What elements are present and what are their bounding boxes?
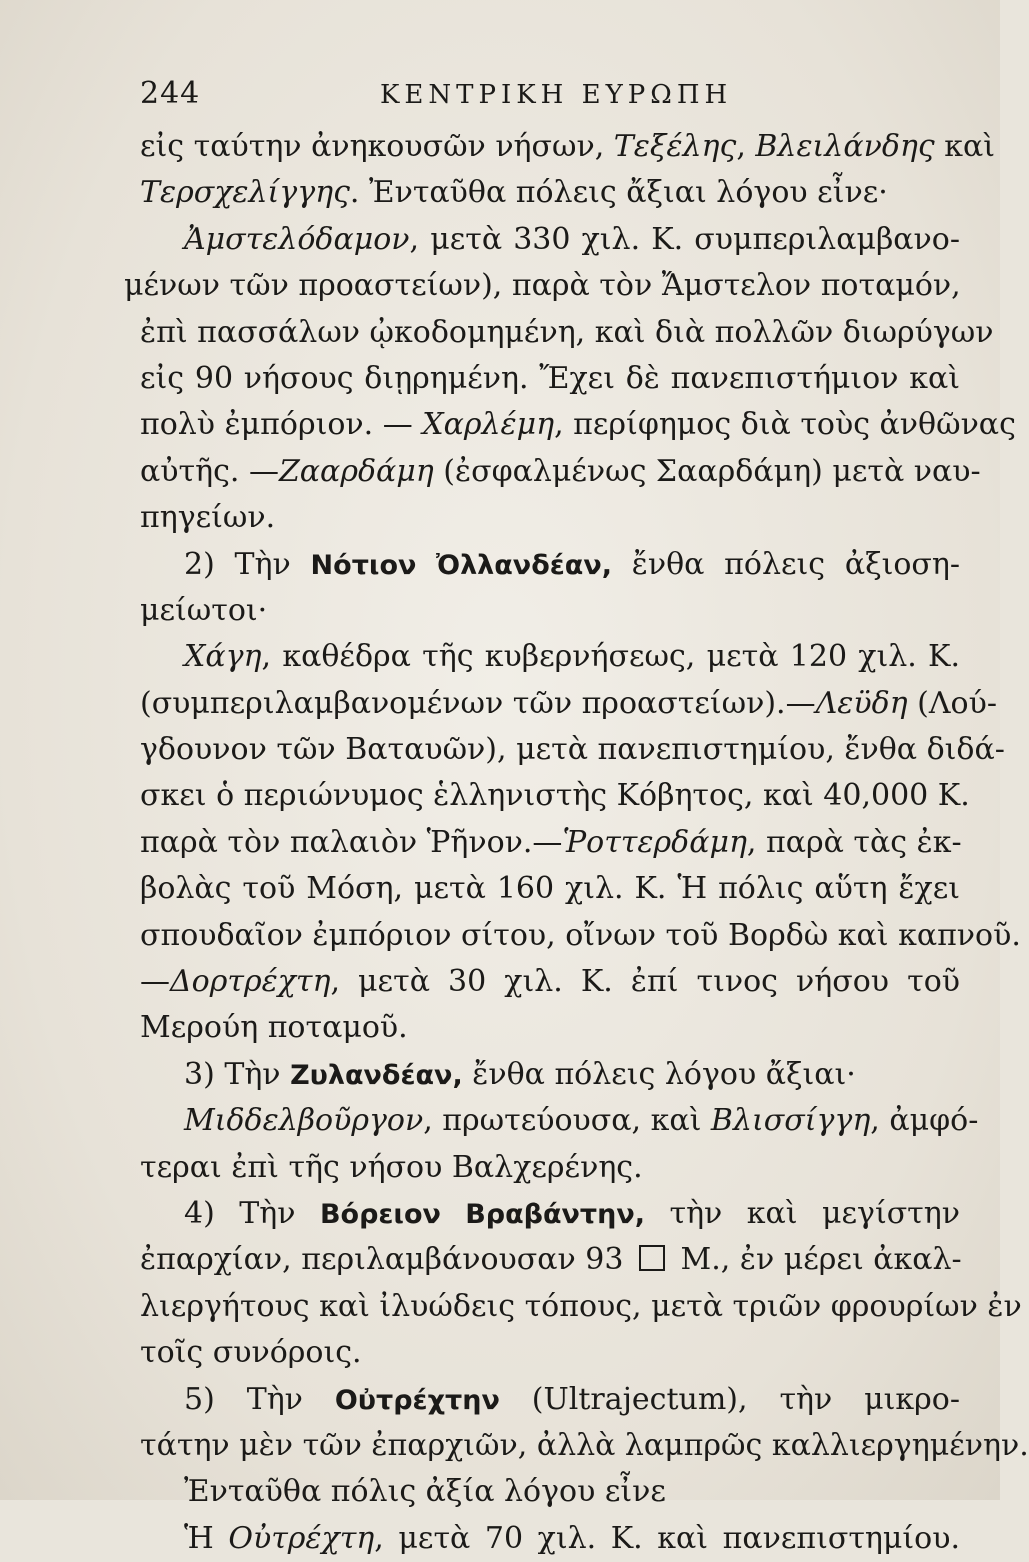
text-line [140, 1145, 960, 1191]
italic-place-name: Λεϋδη [815, 685, 908, 721]
text-segment: γδουνον τῶν Βαταυῶν), μετὰ πανεπιστημίου, ἔνθα διδά- [140, 732, 1005, 768]
text-segment: Μερούη ποταμοῦ. [140, 1010, 408, 1046]
text-line [140, 495, 960, 541]
text-line [140, 1377, 960, 1423]
text-segment: μείωτοι· [140, 592, 268, 628]
text-line [140, 356, 960, 402]
text-line [140, 820, 960, 866]
italic-place-name: Χαρλέμη [422, 407, 555, 443]
text-segment: , μετὰ 330 χιλ. Κ. συμπεριλαμβανο- [409, 221, 960, 257]
text-segment: 4) Τὴν [184, 1195, 320, 1231]
text-line [140, 913, 1021, 959]
text-segment: μένων τῶν προαστείων), παρὰ τὸν Ἄμστελον ποταμόν, [124, 268, 961, 304]
italic-place-name: Οὐτρέχτη [228, 1520, 375, 1556]
text-segment: ἔνθα πόλεις ἀξιοση- [611, 546, 961, 582]
text-segment: πηγείων. [140, 500, 276, 536]
text-segment: , παρὰ τὰς ἐκ- [746, 824, 962, 860]
running-head: ΚΕΝΤΡΙΚΗ ΕΥΡΩΠΗ [380, 80, 733, 110]
text-segment: τὴν καὶ μεγίστην [645, 1195, 960, 1231]
italic-place-name: Χάγη [184, 639, 262, 675]
text-segment: — [140, 964, 170, 1000]
text-line [140, 1423, 1029, 1469]
italic-place-name: Τεξέλης [613, 129, 737, 164]
text-line [140, 727, 1005, 773]
text-line [140, 959, 960, 1005]
page-header [140, 66, 960, 116]
italic-place-name: Βλειλάνδης [755, 129, 935, 164]
text-segment: , μετὰ 70 χιλ. Κ. καὶ πανεπιστημίου. [374, 1520, 960, 1556]
italic-place-name: Δορτρέχτη [170, 964, 331, 1000]
text-line [140, 542, 960, 588]
text-segment: πολὺ ἐμπόριον. — [140, 407, 423, 443]
text-segment: τεραι ἐπὶ τῆς νήσου Βαλχερένης. [140, 1149, 643, 1185]
text-line [140, 1005, 960, 1051]
text-segment: αὐτῆς. — [140, 453, 279, 489]
text-segment: βολὰς τοῦ Μόση, μετὰ 160 χιλ. Κ. Ἡ πόλις αὕτη ἔχει [140, 871, 960, 907]
text-segment: σκει ὁ περιώνυμος ἑλληνιστὴς Κόβητος, καὶ 40,000 Κ. [140, 778, 970, 814]
text-segment: ἔνθα πόλεις λόγου ἄξιαι· [462, 1056, 856, 1092]
text-segment: (συμπεριλαμβανομένων τῶν προαστείων).— [140, 685, 816, 721]
text-segment: Μ., ἐν μέρει ἀκαλ- [671, 1242, 962, 1278]
page-number: 244 [140, 76, 201, 111]
text-segment: εἰς ταύτην ἀνηκουσῶν νήσων, [140, 129, 614, 164]
text-line [140, 170, 960, 216]
text-line [140, 217, 960, 263]
text-segment: , [736, 129, 756, 164]
text-segment: . Ἐνταῦθα πόλεις ἄξιαι λόγου εἶνε· [349, 175, 888, 211]
text-segment: , πρωτεύουσα, καὶ [423, 1103, 711, 1139]
text-segment: καὶ [934, 129, 995, 164]
text-line [140, 773, 970, 819]
text-line [140, 681, 997, 727]
bold-region-name: Οὐτρέχτην [334, 1384, 500, 1416]
text-line [140, 634, 960, 680]
text-line [140, 449, 981, 495]
italic-place-name: Ῥοττερδάμη [562, 824, 747, 860]
text-segment: λιεργήτους καὶ ἰλυώδεις τόπους, μετὰ τριῶν φρουρίων ἐν [140, 1288, 1022, 1324]
text-line [140, 1098, 979, 1144]
text-segment: τάτην μὲν τῶν ἐπαρχιῶν, ἀλλὰ λαμπρῶς καλλιεργημένην. [140, 1427, 1029, 1463]
text-segment: ἐπὶ πασσάλων ᾠκοδομημένη, καὶ διὰ πολλῶν διωρύγων [140, 314, 994, 350]
text-segment: ἐπαρχίαν, περιλαμβάνουσαν 93 [140, 1242, 634, 1278]
text-segment: (Ultrajectum), τὴν μικρο- [499, 1381, 960, 1417]
text-segment: (ἐσφαλμένως Σααρδάμη) μετὰ ναυ- [433, 453, 981, 489]
text-segment: 3) Τὴν [184, 1056, 291, 1092]
text-line [140, 1237, 960, 1283]
text-segment: 5) Τὴν [184, 1381, 335, 1417]
italic-place-name: Ἀμστελόδαμον [184, 221, 410, 257]
text-line [124, 263, 960, 309]
text-line [140, 1469, 960, 1515]
bold-region-name: Νότιον Ὀλλανδέαν, [310, 549, 612, 581]
text-line [140, 1516, 960, 1562]
text-segment: , περίφημος διὰ τοὺς ἀνθῶνας [554, 407, 1016, 443]
text-segment: (Λού- [907, 685, 997, 721]
text-segment: , καθέδρα τῆς κυβερνήσεως, μετὰ 120 χιλ. Κ. [261, 639, 960, 675]
text-line [140, 866, 960, 912]
text-line [140, 1052, 960, 1098]
text-line [140, 402, 1016, 448]
text-segment: Ἐνταῦθα πόλις ἀξία λόγου εἶνε [184, 1474, 666, 1510]
text-segment: 2) Τὴν [184, 546, 311, 582]
text-line [140, 310, 994, 356]
text-segment: τοῖς συνόροις. [140, 1335, 362, 1371]
text-line [140, 1191, 960, 1237]
italic-place-name: Βλισσίγγη [710, 1103, 871, 1139]
text-line [140, 1330, 960, 1376]
text-segment: εἰς 90 νήσους διῃρημένη. Ἔχει δὲ πανεπιστήμιον καὶ [140, 360, 960, 396]
text-line [140, 124, 995, 170]
body-text [124, 124, 1029, 1562]
text-segment: , ἀμφό- [870, 1103, 979, 1139]
italic-place-name: Μιδδελβοῦργον [184, 1103, 424, 1139]
bold-region-name: Ζυλανδέαν, [290, 1059, 463, 1091]
square-unit-icon [639, 1245, 665, 1271]
text-segment: Ἡ [184, 1520, 229, 1556]
italic-place-name: Τερσχελίγγης [140, 175, 350, 211]
text-line [140, 1284, 1022, 1330]
italic-place-name: Ζααρδάμη [278, 453, 434, 489]
text-segment: , μετὰ 30 χιλ. Κ. ἐπί τινος νήσου τοῦ [330, 964, 960, 1000]
text-line [140, 588, 960, 634]
text-segment: σπουδαῖον ἐμπόριον σίτου, οἴνων τοῦ Βορδὼ καὶ καπνοῦ. [140, 917, 1021, 953]
text-segment: παρὰ τὸν παλαιὸν Ῥῆνον.— [140, 824, 563, 860]
bold-region-name: Βόρειον Βραβάντην, [319, 1198, 646, 1230]
